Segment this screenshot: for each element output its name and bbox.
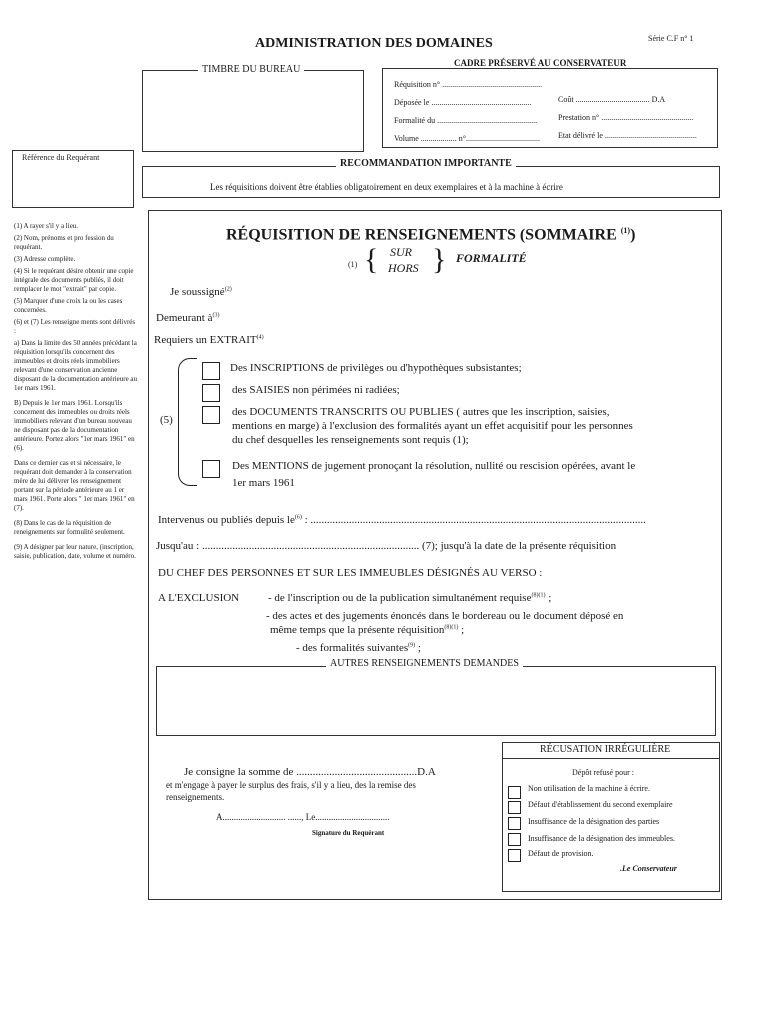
- intervenus-label: Intervenus ou publiés depuis le: [158, 514, 295, 526]
- timbre-box: [142, 70, 364, 152]
- formalite-label: FORMALITÉ: [456, 251, 527, 265]
- sur-option: SUR: [390, 245, 412, 259]
- requiers-label: Requiers un EXTRAIT: [154, 334, 257, 346]
- options-brace: [178, 358, 197, 486]
- note-8: (8) Dans le cas de la réquisition de reneignements sur formulité seulement.: [14, 519, 125, 536]
- autres-box[interactable]: [156, 666, 716, 736]
- requiers-ref: (4): [256, 334, 264, 341]
- recusation-item-5: Défaut de provision.: [528, 849, 594, 858]
- recusation-item-3: Insuffisance de la désignation des parties: [528, 817, 660, 826]
- exclusion-3: - des formalités suivantes$^{(9)}$ ;: [296, 642, 421, 654]
- note-3: (3) Adresse complète.: [14, 255, 76, 263]
- consigne-line2: et m'engage à payer le surplus des frais, s'il y a lieu, des la remise des: [166, 780, 416, 790]
- consigne-line3: renseignements.: [166, 792, 225, 802]
- recusation-item-2: Défaut d'établissement du second exemplaire: [528, 800, 673, 809]
- volume-label: Volume: [394, 134, 419, 143]
- recusation-subtitle: Dépôt refusé pour :: [572, 768, 634, 777]
- exclusion-1-ref: (8)(1): [531, 592, 546, 599]
- brace-right: }: [432, 243, 447, 276]
- options-ref: (5): [160, 414, 173, 426]
- cadre-right-fields: Coût ..................................... D.A Prestation n° .............................................. Etat délivré le ..............................................: [558, 95, 697, 140]
- intervenus-ref: (6): [294, 514, 302, 521]
- checkbox-designation-parties[interactable]: [508, 817, 521, 830]
- recusation-item-1: Non utilisation de la machine à écrire.: [528, 784, 650, 793]
- note-6c: Dans ce dernier cas et si nécessaire, le requérant doit demander à la conservation mère de lui délivrer les renseignement portant sur la période antérieure au 1 er mars 1961. Porte alors " 1er mars 1961" en (7).: [14, 459, 135, 512]
- exclusion-1: - de l'inscription ou de la publication simultanément requise$^{(8)(1)}$ ;: [268, 592, 552, 604]
- note-9: (9) A désigner par leur nature, (inscription, saisie, publication, date, volume et numéro.: [14, 543, 136, 560]
- formalite-ref: (1): [348, 260, 358, 269]
- consigne-line1: Je consigne la somme de ............................................D.A: [184, 766, 436, 778]
- requisition-n-label: Réquisition n°: [394, 80, 441, 89]
- requiers-line: [154, 334, 264, 346]
- consigne-unit: D.A: [417, 766, 436, 778]
- demeurant-line: [156, 312, 220, 324]
- checkbox-defaut-provision[interactable]: [508, 849, 521, 862]
- checkbox-documents[interactable]: [202, 406, 220, 424]
- checkbox-saisies[interactable]: [202, 384, 220, 402]
- brace-left: {: [364, 243, 379, 276]
- note-1: (1) A rayer s'il y a lieu.: [14, 222, 79, 230]
- note-5: (5) Marquer d'une croix la ou les cases concernées.: [14, 297, 123, 314]
- checkbox-non-machine[interactable]: [508, 786, 521, 799]
- formalite-du-label: Formalité du: [394, 116, 436, 125]
- exclusion-2-ref: (8)(1): [444, 624, 459, 631]
- a-le-line: A............................ ......, Le.................................: [216, 812, 390, 822]
- recusation-item-4: Insuffisance de la désignation des immeubles.: [528, 834, 675, 843]
- le-label: Le: [305, 812, 316, 822]
- soussigne-ref: (2): [224, 286, 232, 293]
- soussigne-label: Je soussigné: [170, 286, 225, 298]
- option-mentions: Des MENTIONS de jugement pronoçant la résolution, nullité ou rescision opérées, avant le: [232, 460, 636, 472]
- cadre-label: CADRE PRÉSERVÉ AU CONSERVATEUR: [450, 58, 630, 68]
- main-title: RÉQUISITION DE RENSEIGNEMENTS (SOMMAIRE $^{(1)}$): [226, 226, 636, 244]
- recommandation-text: Les réquisitions doivent être établies obligatoirement en deux exemplaires et à la machine à écrire: [210, 182, 563, 192]
- recusation-title: RÉCUSATION IRRÉGULIÈRE: [540, 744, 671, 755]
- note-2: (2) Nom, prénoms et pro fession du requérant.: [14, 234, 114, 251]
- recusation-title-divider: [502, 758, 719, 759]
- intervenus-line: Intervenus ou publiés depuis $le^{(6)}$ : ..........................................................................................................................: [158, 514, 646, 526]
- exclusion-3-text: - des formalités suivantes: [296, 642, 409, 654]
- checkbox-second-exemplaire[interactable]: [508, 801, 521, 814]
- cout-unit: D.A: [651, 95, 666, 104]
- etat-delivre-label: Etat délivré le: [558, 131, 603, 140]
- prestation-label: Prestation n°: [558, 113, 600, 122]
- note-4: (4) Si le requérant désire obtenir une copie intégrale des documents publiés, il doit remplacer le mot "extrait" par copie.: [14, 267, 134, 293]
- exclusion-1-text: - de l'inscription ou de la publication simultanément requise: [268, 592, 532, 604]
- serie-number: Série C.F n° 1: [648, 34, 694, 43]
- du-chef-line: DU CHEF DES PERSONNES ET SUR LES IMMEUBLES DÉSIGNÉS AU VERSO :: [158, 567, 543, 579]
- sidebar-notes: [14, 222, 138, 561]
- option-mentions-cont: 1er mars 1961: [232, 477, 295, 489]
- exclusion-2b: même temps que la présente réquisition$^{(8)(1)}$ ;: [270, 624, 465, 636]
- exclusion-3-ref: (9): [408, 642, 416, 649]
- demeurant-label: Demeurant à: [156, 312, 213, 324]
- main-title-text: RÉQUISITION DE RENSEIGNEMENTS (SOMMAIRE: [226, 226, 617, 244]
- option-inscriptions: Des INSCRIPTIONS de privilèges ou d'hypothèques subsistantes;: [230, 362, 522, 374]
- main-title-ref: (1): [620, 226, 631, 235]
- checkbox-inscriptions[interactable]: [202, 362, 220, 380]
- hors-option: HORS: [388, 261, 419, 275]
- page-title: ADMINISTRATION DES DOMAINES: [255, 36, 493, 51]
- jusqua-label: Jusqu'au :: [156, 540, 200, 552]
- exclusion-2b-text: même temps que la présente réquisition: [270, 624, 445, 636]
- a-label: A: [216, 812, 223, 822]
- recommandation-label: RECOMMANDATION IMPORTANTE: [336, 158, 516, 169]
- option-saisies: des SAISIES non périmées ni radiées;: [232, 384, 400, 396]
- checkbox-designation-immeubles[interactable]: [508, 833, 521, 846]
- autres-label: AUTRES RENSEIGNEMENTS DEMANDES: [326, 658, 523, 669]
- cadre-left-fields: Réquisition n° .................................................. Déposée le .................................................. Formalité du .................................................. Volume .................. n°.....................................: [394, 80, 543, 143]
- jusqua-suffix: (7); jusqu'à la date de la présente réquisition: [421, 540, 617, 552]
- reference-label: Référence du Requérant: [22, 153, 100, 162]
- cout-label: Coût: [558, 95, 574, 104]
- soussigne-line: [170, 286, 232, 298]
- checkbox-mentions[interactable]: [202, 460, 220, 478]
- consigne-label: Je consigne la somme de: [184, 766, 294, 778]
- conservateur-label: .Le Conservateur: [620, 864, 677, 873]
- option-documents: des DOCUMENTS TRANSCRITS OU PUBLIES ( autres que les inscription, saisies,: [232, 406, 610, 418]
- demeurant-ref: (3): [212, 312, 220, 319]
- exclusion-label: A L'EXCLUSION: [158, 592, 240, 604]
- signature-label: Signature du Requérant: [312, 829, 385, 837]
- timbre-label: TIMBRE DU BUREAU: [198, 64, 304, 75]
- option-documents-cont1: mentions en marge) à l'exclusion des formalités ayant un effet acquisitif pour les personnes: [232, 420, 633, 432]
- note-6: (6) et (7) Les renseigne ments sont délivrés :: [14, 318, 136, 335]
- note-6a: a) Dans la limite des 50 années précédant la réquisition lorsqu'ils concernent des immeubles et droits réels immobiliers relevant d'une conservation ancienne disposant de la documentation antérieure au 1er mars 1961.: [14, 339, 138, 392]
- jusqua-line: Jusqu'au : ............................................................................... (7); jusqu'à la date de la présente réquisition: [156, 540, 617, 552]
- exclusion-2a: - des actes et des jugements énoncés dans le bordereau ou le document déposé en: [266, 610, 624, 622]
- option-documents-cont2: du chef desquelles les renseignements sont requis (1);: [232, 434, 469, 446]
- note-6b: B) Depuis le 1er mars 1961. Lorsqu'ils concernent des immeubles ou droits réels immobiliers relevant d'un bureau nouveau ne disposant pas de la documentation antérieure. Portez alors "1er mars 1961" en (6).: [14, 399, 135, 452]
- volume-n-label: n°: [458, 134, 466, 143]
- deposee-le-label: Déposée le: [394, 98, 430, 107]
